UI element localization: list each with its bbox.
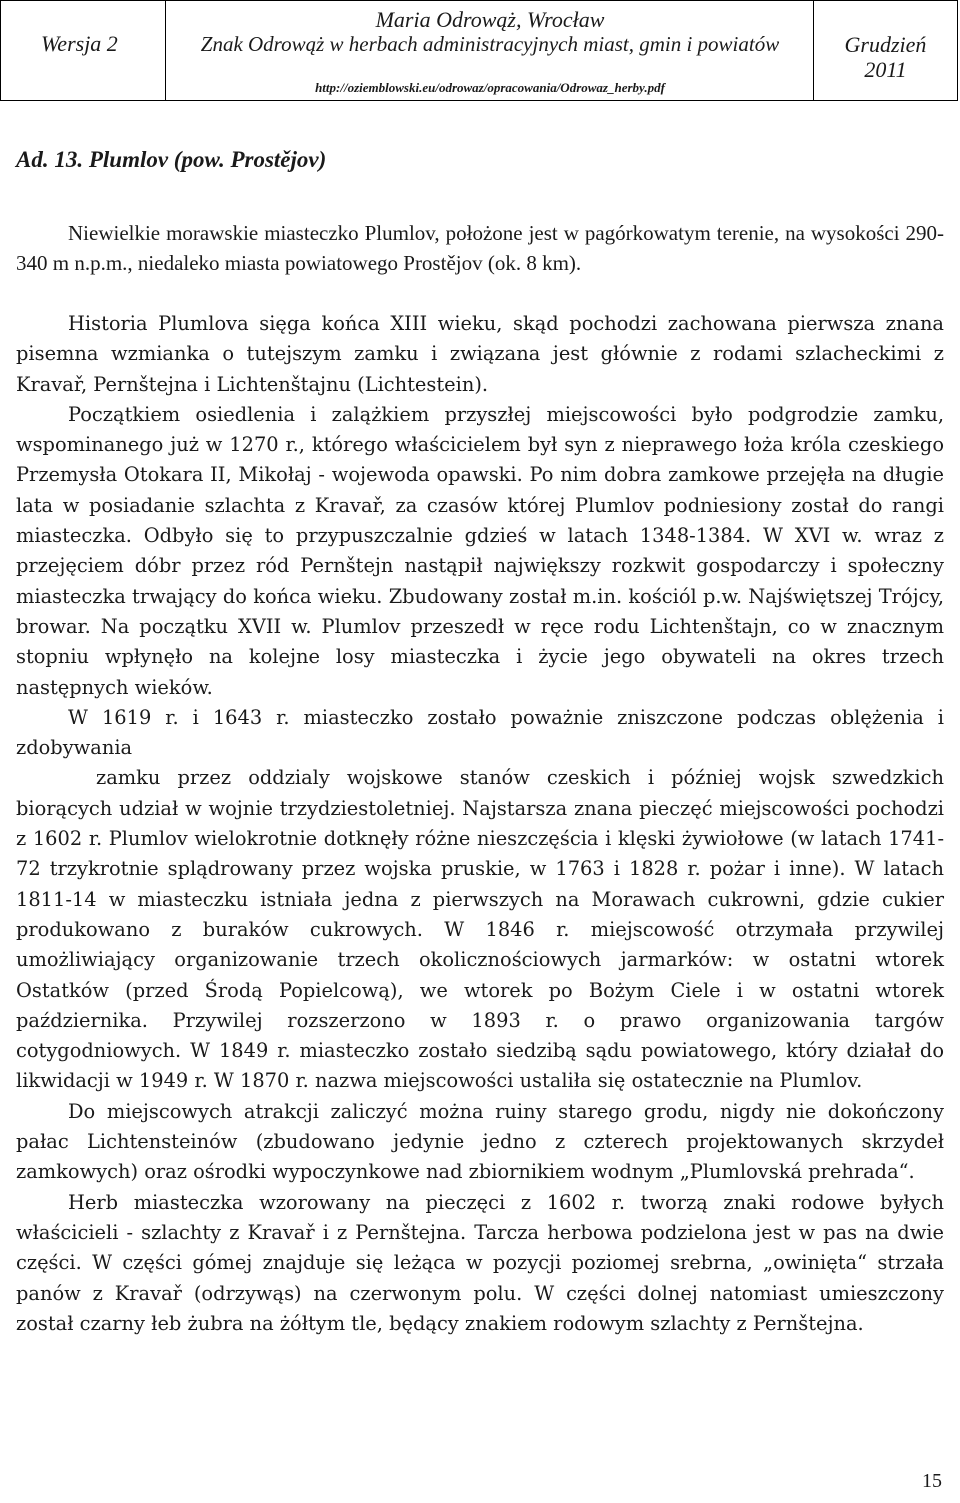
header-version-cell [1,1,166,100]
date-month: Grudzień [844,32,927,57]
section-title: Ad. 13. Plumlov (pow. Prostějov) [16,147,327,172]
paragraph-intro: Niewielkie morawskie miasteczko Plumlov, położone jest w pagórkowatym terenie, na wysokości 290- 340 m n.p.m., niedaleko miasta powiatowego Prostějov (ok. 8 km). [16,221,944,275]
paragraph-settlement: Początkiem osiedlenia i zalążkiem przyszłej miejscowości było podgrodzie zamku, wspominanego już w 1270 r., którego właścicielem był syn z nieprawego łoża króla czeskiego Przemysła Otokara II, Mikołaj - wojewoda opawski. Po nim dobra zamkowe przejęła na długie lata w posiadanie szlachta z Kravař, za czasów której Plumlov podniesiony został do rangi miasteczka. Odbyło się to przypuszczalnie gdzieś w latach 1348-1384. W XVI w. wraz z przejęciem dóbr przez ród Pernštejn nastąpił największy rozkwit gospodarczy i społeczny miasteczka trwający do końca wieku. Zbudowany został m.in. kościól p.w. Najświętszej Trójcy, browar. Na początku XVII w. Plumlov przeszedł w ręce rodu Lichtenštajn, co w znacznym stopniu wpłynęło na kolejne losy miasteczka i życie jego obywateli na okres trzech następnych wieków. [16,402,944,699]
paragraph-sieges-continued: zamku przez oddzialy wojskowe stanów czeskich i później wojsk szwedzkich biorących udział w wojnie trzydziestoletniej. Najstarsza znana pieczęć miejscowości pochodzi z 1602 r. Plumlov wielokrotnie dotknęły różne nieszczęścia i klęski żywiołowe (w latach 1741-72 trzykrotnie splądrowany przez wojska pruskie, w 1763 i 1828 r. pożar i inne). W latach 1811-14 w miasteczku istniała jedna z pierwszych na Morawach cukrowni, gdzie cukier produkowano z buraków cukrowych. W 1846 r. miejscowość otrzymała przywilej umożliwiający organizowanie trzech okolicznościowych jarmarków: w ostatni wtorek Ostatków (przed Środą Popielcową), we wtorek po Bożym Ciele i w ostatni wtorek października. Przywilej rozszerzono w 1893 r. o prawo organizowania targów cotygodniowych. W 1849 r. miasteczko zostało siedzibą sądu powiatowego, który działał do likwidacji w 1949 r. W 1870 r. nazwa miejscowości ustaliła się ostatecznie na Plumlov. [16,766,944,1093]
body-text [16,309,944,1339]
page-number: 15 [922,1470,942,1492]
paragraph-history: Historia Plumlova sięga końca XIII wieku, skąd pochodzi zachowana pierwsza znana pisemna wzmianka o tutejszym zamku i związana jest głównie z rodami szlacheckimi z Kravař, Pernštejna i Lichtenštajnu (Lichtestein). [16,312,944,396]
version-label: Wersja 2 [41,31,118,56]
paragraph-attractions: Do miejscowych atrakcji zaliczyć można ruiny starego grodu, nigdy nie dokończony pałac Lichtensteinów (zbudowano jedynie jedno z czterech projektowanych skrzydeł zamkowych) oraz ośrodki wypoczynkowe nad zbiornikiem wodnym „Plumlovská prehrada“. [16,1099,944,1184]
page-header [0,0,958,101]
author-line: Maria Odrowąż, Wrocław [375,7,605,32]
document-subject: Znak Odrowąż w herbach administracyjnych miast, gmin i powiatów [200,32,780,56]
paragraph-sieges: W 1619 r. i 1643 r. miasteczko zostało poważnie zniszczone podczas oblężenia i zdobywania [16,705,944,760]
date-year: 2011 [864,57,907,82]
paragraph-coat-of-arms: Herb miasteczka wzorowany na pieczęci z 1602 r. tworzą znaki rodowe byłych właścicieli - szlachty z Kravař i z Pernštejna. Tarcza herbowa podzielona jest w pas na dwie części. W części gómej znajduje się leżąca w pozycji poziomej srebrna, „owinięta“ strzała panów z Kravař (odrzywąs) na czerwonym polu. W części dolnej natomiast umieszczony został czarny łeb żubra na żółtym tle, będący znakiem rodowym szlachty z Pernštejna. [16,1190,944,1335]
header-date-cell [814,1,957,100]
source-url: http://oziemblowski.eu/odrowaz/opracowania/Odrowaz_herby.pdf [315,80,665,95]
intro-paragraph-block [16,218,944,278]
header-title-cell [166,1,814,100]
